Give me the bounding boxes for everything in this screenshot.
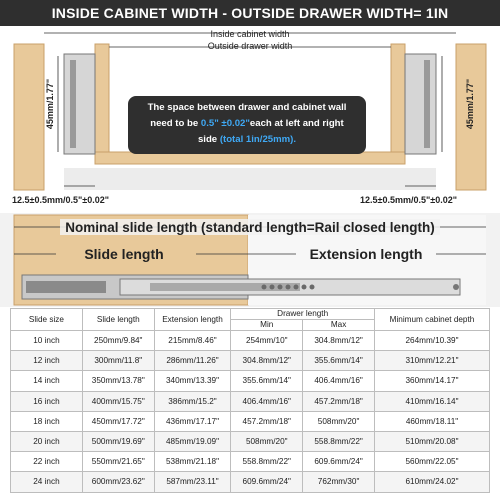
header-max: Max — [303, 320, 375, 331]
right-slide — [405, 54, 436, 154]
cell-slide-size: 12 inch — [11, 351, 83, 371]
cell-drawer-max: 457.2mm/18" — [303, 391, 375, 411]
cell-extension-length: 485mm/19.09" — [154, 431, 231, 451]
table-row — [11, 431, 490, 451]
cell-drawer-min: 406.4mm/16" — [231, 391, 303, 411]
slide-length-panel — [0, 213, 500, 307]
cell-min-cabinet-depth: 560mm/22.05" — [375, 452, 490, 472]
outside-drawer-label: Outside drawer width — [207, 41, 293, 51]
left-cabinet-wall — [14, 44, 44, 190]
callout-line-3-pre: side — [197, 134, 220, 145]
cell-drawer-min: 558.8mm/22" — [231, 452, 303, 472]
callout-line-2-accent: 0.5" ±0.02" — [200, 118, 250, 129]
cell-drawer-max: 762mm/30" — [303, 472, 375, 492]
cell-drawer-min: 355.6mm/14" — [231, 371, 303, 391]
cell-drawer-min: 457.2mm/18" — [231, 411, 303, 431]
cell-extension-length: 286mm/11.26" — [154, 351, 231, 371]
cell-slide-size: 22 inch — [11, 452, 83, 472]
cell-extension-length: 340mm/13.39" — [154, 371, 231, 391]
extension-length-label: Extension length — [309, 246, 423, 262]
table-row — [11, 331, 490, 351]
cell-slide-size: 16 inch — [11, 391, 83, 411]
header-min: Min — [231, 320, 303, 331]
cell-slide-length: 500mm/19.69" — [82, 431, 154, 451]
callout-line-3 — [128, 132, 366, 148]
callout-line-1: The space between drawer and cabinet wall — [147, 102, 347, 113]
cell-drawer-min: 609.6mm/24" — [231, 472, 303, 492]
cell-slide-length: 550mm/21.65" — [82, 452, 154, 472]
cell-slide-size: 24 inch — [11, 472, 83, 492]
spacing-callout — [128, 96, 366, 154]
callout-line-2-pre: need to be — [150, 118, 201, 129]
header-min-cabinet-depth: Minimum cabinet depth — [375, 309, 490, 331]
slide-size-table — [10, 308, 490, 493]
table-row — [11, 411, 490, 431]
left-slide — [64, 54, 95, 154]
table-row — [11, 371, 490, 391]
cell-slide-length: 450mm/17.72" — [82, 411, 154, 431]
cell-extension-length: 587mm/23.11" — [154, 472, 231, 492]
callout-line-2 — [128, 116, 366, 132]
cell-extension-length: 538mm/21.18" — [154, 452, 231, 472]
left-drawer-side — [95, 44, 109, 164]
table-row — [11, 351, 490, 371]
cell-drawer-max: 609.6mm/24" — [303, 452, 375, 472]
cell-slide-size: 20 inch — [11, 431, 83, 451]
header-drawer-length: Drawer length — [231, 309, 375, 320]
nominal-length-label: Nominal slide length (standard length=Rail closed length) — [65, 220, 435, 235]
cell-slide-length: 400mm/15.75" — [82, 391, 154, 411]
height-left-label: 45mm/1.77" — [45, 78, 55, 130]
cell-slide-size: 18 inch — [11, 411, 83, 431]
cell-drawer-max: 508mm/20" — [303, 411, 375, 431]
gap-right-label: 12.5±0.5mm/0.5"±0.02" — [360, 195, 457, 205]
cell-slide-length: 350mm/13.78" — [82, 371, 154, 391]
table-row — [11, 391, 490, 411]
header-slide-size: Slide size — [11, 309, 83, 331]
slide-svg — [0, 213, 500, 307]
cell-drawer-max: 406.4mm/16" — [303, 371, 375, 391]
callout-line-3-accent: (total 1in/25mm). — [219, 134, 297, 145]
cell-min-cabinet-depth: 264mm/10.39" — [375, 331, 490, 351]
cell-drawer-min: 304.8mm/12" — [231, 351, 303, 371]
right-drawer-side — [391, 44, 405, 164]
floor-shadow — [64, 168, 436, 190]
cell-extension-length: 436mm/17.17" — [154, 411, 231, 431]
header-slide-length: Slide length — [82, 309, 154, 331]
cell-slide-size: 14 inch — [11, 371, 83, 391]
cell-min-cabinet-depth: 610mm/24.02" — [375, 472, 490, 492]
slide-size-table-wrapper — [10, 308, 490, 500]
height-right-label: 45mm/1.77" — [465, 78, 475, 130]
cell-extension-length: 215mm/8.46" — [154, 331, 231, 351]
callout-line-2-post: each at left and right — [249, 118, 344, 129]
cell-drawer-max: 304.8mm/12" — [303, 331, 375, 351]
cell-extension-length: 386mm/15.2" — [154, 391, 231, 411]
cell-slide-size: 10 inch — [11, 331, 83, 351]
cabinet-diagram — [0, 26, 500, 212]
cell-min-cabinet-depth: 410mm/16.14" — [375, 391, 490, 411]
cell-min-cabinet-depth: 360mm/14.17" — [375, 371, 490, 391]
cell-drawer-max: 558.8mm/22" — [303, 431, 375, 451]
slide-length-label: Slide length — [84, 246, 164, 262]
cell-slide-length: 250mm/9.84" — [82, 331, 154, 351]
table-row — [11, 452, 490, 472]
cell-drawer-min: 508mm/20" — [231, 431, 303, 451]
cell-min-cabinet-depth: 310mm/12.21" — [375, 351, 490, 371]
table-row — [11, 472, 490, 492]
gap-left-label: 12.5±0.5mm/0.5"±0.02" — [12, 195, 109, 205]
cell-min-cabinet-depth: 510mm/20.08" — [375, 431, 490, 451]
cell-slide-length: 600mm/23.62" — [82, 472, 154, 492]
inside-cabinet-label: Inside cabinet width — [210, 29, 290, 39]
cell-min-cabinet-depth: 460mm/18.11" — [375, 411, 490, 431]
cell-drawer-max: 355.6mm/14" — [303, 351, 375, 371]
cell-slide-length: 300mm/11.8" — [82, 351, 154, 371]
header-extension-length: Extension length — [154, 309, 231, 331]
cell-drawer-min: 254mm/10" — [231, 331, 303, 351]
page-title: INSIDE CABINET WIDTH - OUTSIDE DRAWER WIDTH= 1IN — [0, 0, 500, 26]
